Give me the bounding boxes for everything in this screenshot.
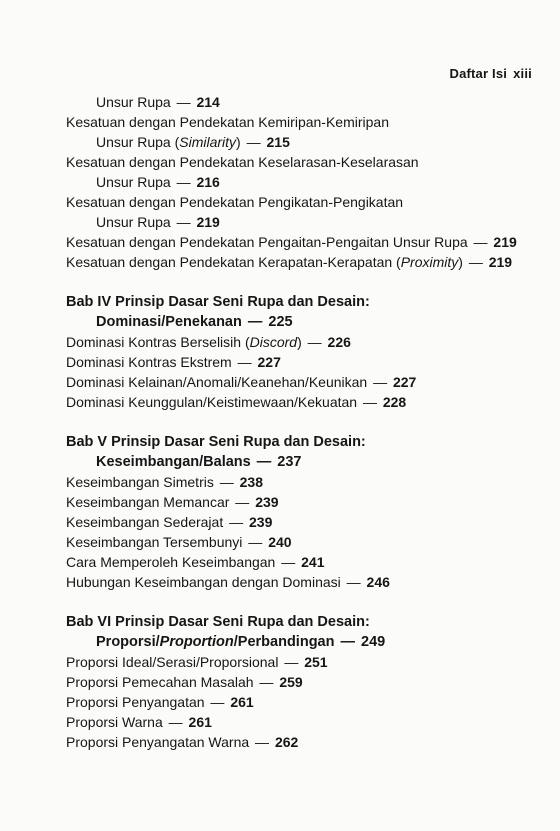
chapter-heading	[66, 432, 536, 452]
entry-title: Proporsi Warna	[66, 714, 163, 730]
entry-title-end: )	[236, 134, 241, 150]
toc-entry	[66, 212, 536, 232]
toc-entry	[66, 492, 536, 512]
entry-title: Unsur Rupa	[96, 94, 171, 110]
toc-entry	[66, 172, 536, 192]
entry-title: Dominasi Keunggulan/Keistimewaan/Kekuatan	[66, 394, 358, 410]
dash-separator: —	[164, 714, 187, 730]
toc-entry	[66, 392, 536, 412]
chapter-subtitle	[66, 312, 536, 332]
toc-entry	[66, 332, 536, 352]
dash-separator: —	[243, 314, 267, 330]
entry-title: Proporsi Penyangatan	[66, 694, 205, 710]
toc-entry	[66, 92, 536, 112]
page-number: 214	[196, 94, 220, 110]
entry-title-italic: Discord	[249, 334, 298, 350]
page-number: 219	[488, 254, 513, 270]
entry-title: Unsur Rupa	[96, 214, 171, 230]
page-number: 241	[301, 554, 325, 570]
entry-title: Cara Memperoleh Keseimbangan	[66, 554, 276, 570]
chapter-page-number: 249	[361, 634, 386, 650]
toc-entry	[66, 352, 536, 372]
page-number: 239	[255, 494, 279, 510]
entry-title: Keseimbangan Sederajat	[66, 514, 224, 530]
page-number: 216	[196, 174, 220, 190]
dash-separator: —	[172, 94, 195, 110]
toc-entry	[66, 572, 536, 592]
dash-separator: —	[231, 494, 254, 510]
dash-separator: —	[359, 394, 381, 410]
entry-title: Kesatuan dengan Pendekatan Pengaitan-Pengaitan Unsur Rupa	[66, 234, 468, 250]
page-number: 227	[257, 354, 281, 370]
chapter-spacer	[66, 272, 536, 292]
entry-title: Keseimbangan Simetris	[66, 474, 214, 490]
dash-separator: —	[303, 334, 326, 350]
table-of-contents	[66, 92, 536, 752]
page-number: 259	[279, 674, 303, 690]
entry-title: Unsur Rupa (	[96, 134, 180, 150]
entry-title: Keseimbangan Memancar	[66, 494, 230, 510]
dash-separator: —	[215, 474, 238, 490]
entry-title: Keseimbangan Tersembunyi	[66, 534, 243, 550]
chapter-number: Bab V	[66, 434, 108, 450]
entry-title: Dominasi Kontras Ekstrem	[66, 354, 232, 370]
toc-entry	[66, 112, 536, 132]
dash-separator: —	[251, 734, 273, 750]
chapter-number: Bab VI	[66, 614, 112, 630]
dash-separator: —	[252, 454, 276, 470]
entry-title-end: )	[458, 254, 463, 270]
dash-separator: —	[336, 634, 360, 650]
page-number: 251	[304, 654, 328, 670]
entry-title: Kesatuan dengan Pendekatan Kemiripan-Kemiripan	[66, 114, 389, 130]
page-number: 246	[366, 574, 390, 590]
chapter-heading	[66, 612, 536, 632]
toc-entry	[66, 232, 536, 252]
toc-entry	[66, 672, 536, 692]
toc-entry	[66, 732, 536, 752]
toc-entry	[66, 692, 536, 712]
chapter-subtitle-italic: Proportion	[159, 634, 234, 650]
chapter-subtitle-text: Proporsi/	[96, 634, 160, 650]
dash-separator: —	[277, 554, 300, 570]
toc-entry	[66, 712, 536, 732]
toc-entry	[66, 152, 536, 172]
chapter-title: Prinsip Dasar Seni Rupa dan Desain:	[111, 434, 366, 450]
dash-separator: —	[369, 374, 391, 390]
page-number: 219	[196, 214, 220, 230]
toc-entry	[66, 252, 536, 272]
dash-separator: —	[464, 254, 487, 270]
page-number: 219	[493, 234, 517, 250]
running-header	[449, 66, 532, 81]
entry-title: Proporsi Ideal/Serasi/Proporsional	[66, 654, 279, 670]
entry-title: Dominasi Kontras Berselisih (	[66, 334, 250, 350]
entry-title: Kesatuan dengan Pendekatan Pengikatan-Pengikatan	[66, 194, 404, 210]
chapter-spacer	[66, 592, 536, 612]
dash-separator: —	[469, 234, 492, 250]
page-number: 215	[266, 134, 290, 150]
page-number: 261	[188, 714, 212, 730]
dash-separator: —	[225, 514, 248, 530]
toc-entry	[66, 532, 536, 552]
page-number: 261	[230, 694, 254, 710]
chapter-subtitle-text: Dominasi/Penekanan	[96, 314, 242, 330]
page-number: 239	[249, 514, 273, 530]
entry-title: Kesatuan dengan Pendekatan Kerapatan-Kerapatan (	[66, 254, 401, 270]
entry-title: Hubungan Keseimbangan dengan Dominasi	[66, 574, 341, 590]
dash-separator: —	[242, 134, 265, 150]
chapter-subtitle	[66, 632, 536, 652]
chapter-subtitle-text: Keseimbangan/Balans	[96, 454, 251, 470]
dash-separator: —	[172, 174, 195, 190]
dash-separator: —	[233, 354, 256, 370]
header-title: Daftar Isi	[449, 66, 508, 81]
page-number: 228	[382, 394, 407, 410]
chapter-title: Prinsip Dasar Seni Rupa dan Desain:	[115, 614, 370, 630]
chapter-heading	[66, 292, 536, 312]
entry-title: Proporsi Pemecahan Masalah	[66, 674, 254, 690]
dash-separator: —	[280, 654, 303, 670]
entry-title-italic: Proximity	[400, 254, 459, 270]
chapter-page-number: 237	[277, 454, 302, 470]
chapter-number: Bab IV	[66, 294, 112, 310]
chapter-subtitle	[66, 452, 536, 472]
page-number: 262	[274, 734, 299, 750]
dash-separator: —	[255, 674, 278, 690]
page-number: 240	[268, 534, 292, 550]
entry-title-end: )	[297, 334, 302, 350]
entry-title: Unsur Rupa	[96, 174, 171, 190]
dash-separator: —	[244, 534, 267, 550]
toc-entry	[66, 472, 536, 492]
toc-entry	[66, 652, 536, 672]
dash-separator: —	[206, 694, 229, 710]
entry-title: Dominasi Kelainan/Anomali/Keanehan/Keunikan	[66, 374, 368, 390]
page-number: 227	[392, 374, 417, 390]
entry-title: Kesatuan dengan Pendekatan Keselarasan-Keselarasan	[66, 154, 419, 170]
page-number: 238	[239, 474, 263, 490]
page-number: 226	[327, 334, 351, 350]
chapter-title: Prinsip Dasar Seni Rupa dan Desain:	[115, 294, 370, 310]
header-page-number: xiii	[513, 66, 532, 81]
toc-entry	[66, 372, 536, 392]
entry-title: Proporsi Penyangatan Warna	[66, 734, 250, 750]
chapter-subtitle-end: /Perbandingan	[233, 634, 335, 650]
entry-title-italic: Similarity	[179, 134, 237, 150]
dash-separator: —	[342, 574, 365, 590]
toc-entry	[66, 552, 536, 572]
toc-entry	[66, 192, 536, 212]
toc-entry	[66, 512, 536, 532]
chapter-page-number: 225	[268, 314, 293, 330]
chapter-spacer	[66, 412, 536, 432]
toc-entry	[66, 132, 536, 152]
dash-separator: —	[172, 214, 195, 230]
